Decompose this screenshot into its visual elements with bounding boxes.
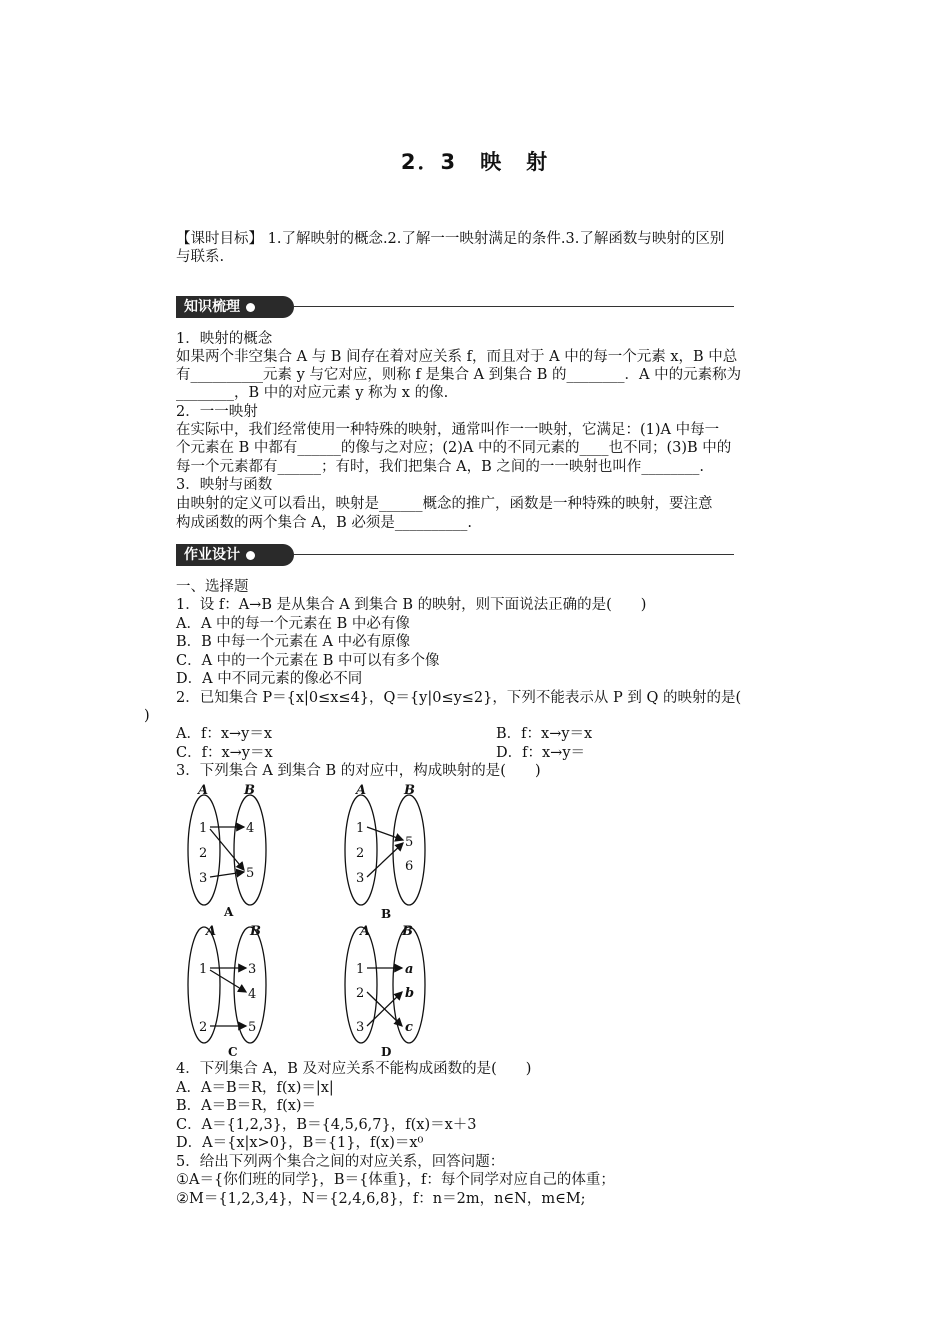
q4-option: D．A＝{x|x>0}，B＝{1}，f(x)＝x⁰ [176, 1135, 424, 1151]
q1-option: A．A 中的每一个元素在 B 中必有像 [176, 616, 410, 632]
section-heading: 一、选择题 [176, 579, 249, 595]
page-title: 2．3 映 射 [400, 150, 550, 174]
divider [294, 554, 734, 555]
element: 2 [356, 846, 365, 861]
divider [294, 306, 734, 307]
set-label: B [402, 924, 413, 939]
s1-line: 每一个元素都有______；有时，我们把集合 A，B 之间的一一映射也叫作________. [176, 459, 704, 475]
set-label: A [206, 924, 217, 939]
diagram-label: C [228, 1045, 238, 1059]
element: 1 [199, 821, 208, 836]
element: 3 [248, 962, 257, 977]
element: 2 [199, 846, 208, 861]
s1-line: ________，B 中的对应元素 y 称为 x 的像. [176, 385, 449, 401]
element: 4 [246, 821, 255, 836]
s1-line: 由映射的定义可以看出，映射是______概念的推广，函数是一种特殊的映射，要注意 [176, 496, 713, 512]
s1-line: 个元素在 B 中都有______的像与之对应；(2)A 中的不同元素的____也不同；(3)B 中的 [176, 440, 732, 456]
q2-option-b: B．f：x→y＝x [496, 726, 593, 742]
diagram-label: D [381, 1045, 392, 1059]
q2-option-a: A．f：x→y＝x [176, 726, 273, 742]
element: 4 [248, 987, 257, 1002]
s1-line: 构成函数的两个集合 A，B 必须是__________. [176, 515, 472, 531]
q4-option: A．A＝B＝R，f(x)＝|x| [176, 1080, 334, 1096]
q2-stem-end: ) [144, 708, 150, 724]
arrow [367, 843, 403, 877]
element: 3 [356, 871, 365, 886]
q4-option: B．A＝B＝R，f(x)＝ [176, 1098, 317, 1114]
s1-line: 2．一一映射 [176, 404, 258, 420]
element: 3 [356, 1020, 365, 1035]
set-label: B [244, 783, 255, 798]
element: 1 [356, 821, 365, 836]
element: b [405, 986, 415, 1001]
goal-line-1: 【课时目标】 1.了解映射的概念.2.了解一一映射满足的条件.3.了解函数与映射的区别 [176, 231, 725, 247]
s1-line: 在实际中，我们经常使用一种特殊的映射，通常叫作一一映射，它满足：(1)A 中每一 [176, 422, 720, 438]
diagram-label: B [381, 907, 392, 921]
set-label: A [356, 783, 367, 798]
q3-stem: 3．下列集合 A 到集合 B 的对应中，构成映射的是( ) [176, 763, 541, 779]
diagram-label: A [224, 905, 234, 919]
dot-icon [246, 551, 255, 560]
set-label: B [404, 783, 415, 798]
element: 5 [248, 1020, 257, 1035]
dot-icon [246, 303, 255, 312]
s1-line: 3．映射与函数 [176, 477, 273, 493]
element: 2 [199, 1020, 208, 1035]
arrow [210, 829, 244, 870]
set-label: B [250, 924, 261, 939]
q4-option: C．A＝{1,2,3}，B＝{4,5,6,7}，f(x)＝x＋3 [176, 1117, 477, 1133]
q5-item: ①A＝{你们班的同学}，B＝{体重}，f：每个同学对应自己的体重； [176, 1172, 615, 1188]
element: 1 [199, 962, 208, 977]
q1-stem: 1．设 f：A→B 是从集合 A 到集合 B 的映射，则下面说法正确的是( ) [176, 597, 647, 613]
q1-option: B．B 中每一个元素在 A 中必有原像 [176, 634, 411, 650]
element: 2 [356, 986, 365, 1001]
q1-option: C．A 中的一个元素在 B 中可以有多个像 [176, 653, 440, 669]
element: 3 [199, 871, 208, 886]
element: 5 [246, 866, 255, 881]
element: 1 [356, 962, 365, 977]
element: 5 [405, 835, 414, 850]
set-label: A [360, 924, 371, 939]
q2-stem: 2．已知集合 P＝{x|0≤x≤4}，Q＝{y|0≤y≤2}，下列不能表示从 P 到 Q 的映射的是( [176, 690, 742, 706]
badge-label: 作业设计 [184, 547, 240, 563]
s1-line: 有__________元素 y 与它对应，则称 f 是集合 A 到集合 B 的________．A 中的元素称为 [176, 367, 742, 383]
element: 6 [405, 859, 414, 874]
element: a [405, 962, 414, 977]
q2-option-d: D．f：x→y＝ [496, 745, 586, 761]
q1-option: D．A 中不同元素的像必不同 [176, 671, 363, 687]
element: c [405, 1020, 413, 1035]
q4-stem: 4．下列集合 A，B 及对应关系不能构成函数的是( ) [176, 1061, 532, 1077]
q2-option-c: C．f：x→y＝x [176, 745, 273, 761]
q5-item: ②M＝{1,2,3,4}，N＝{2,4,6,8}，f：n＝2m，n∈N，m∈M; [176, 1191, 586, 1207]
badge-label: 知识梳理 [184, 299, 240, 315]
set-ellipse [234, 795, 266, 905]
mapping-diagrams [176, 780, 476, 1060]
goal-line-2: 与联系. [176, 249, 225, 265]
q5-stem: 5．给出下列两个集合之间的对应关系，回答问题： [176, 1154, 505, 1170]
set-ellipse [393, 795, 425, 905]
s1-line: 1．映射的概念 [176, 331, 273, 347]
arrow [210, 872, 244, 877]
arrow [367, 827, 403, 840]
s1-line: 如果两个非空集合 A 与 B 间存在着对应关系 f，而且对于 A 中的每一个元素 x，B 中总 [176, 349, 738, 365]
set-label: A [198, 783, 209, 798]
arrow [210, 970, 246, 992]
